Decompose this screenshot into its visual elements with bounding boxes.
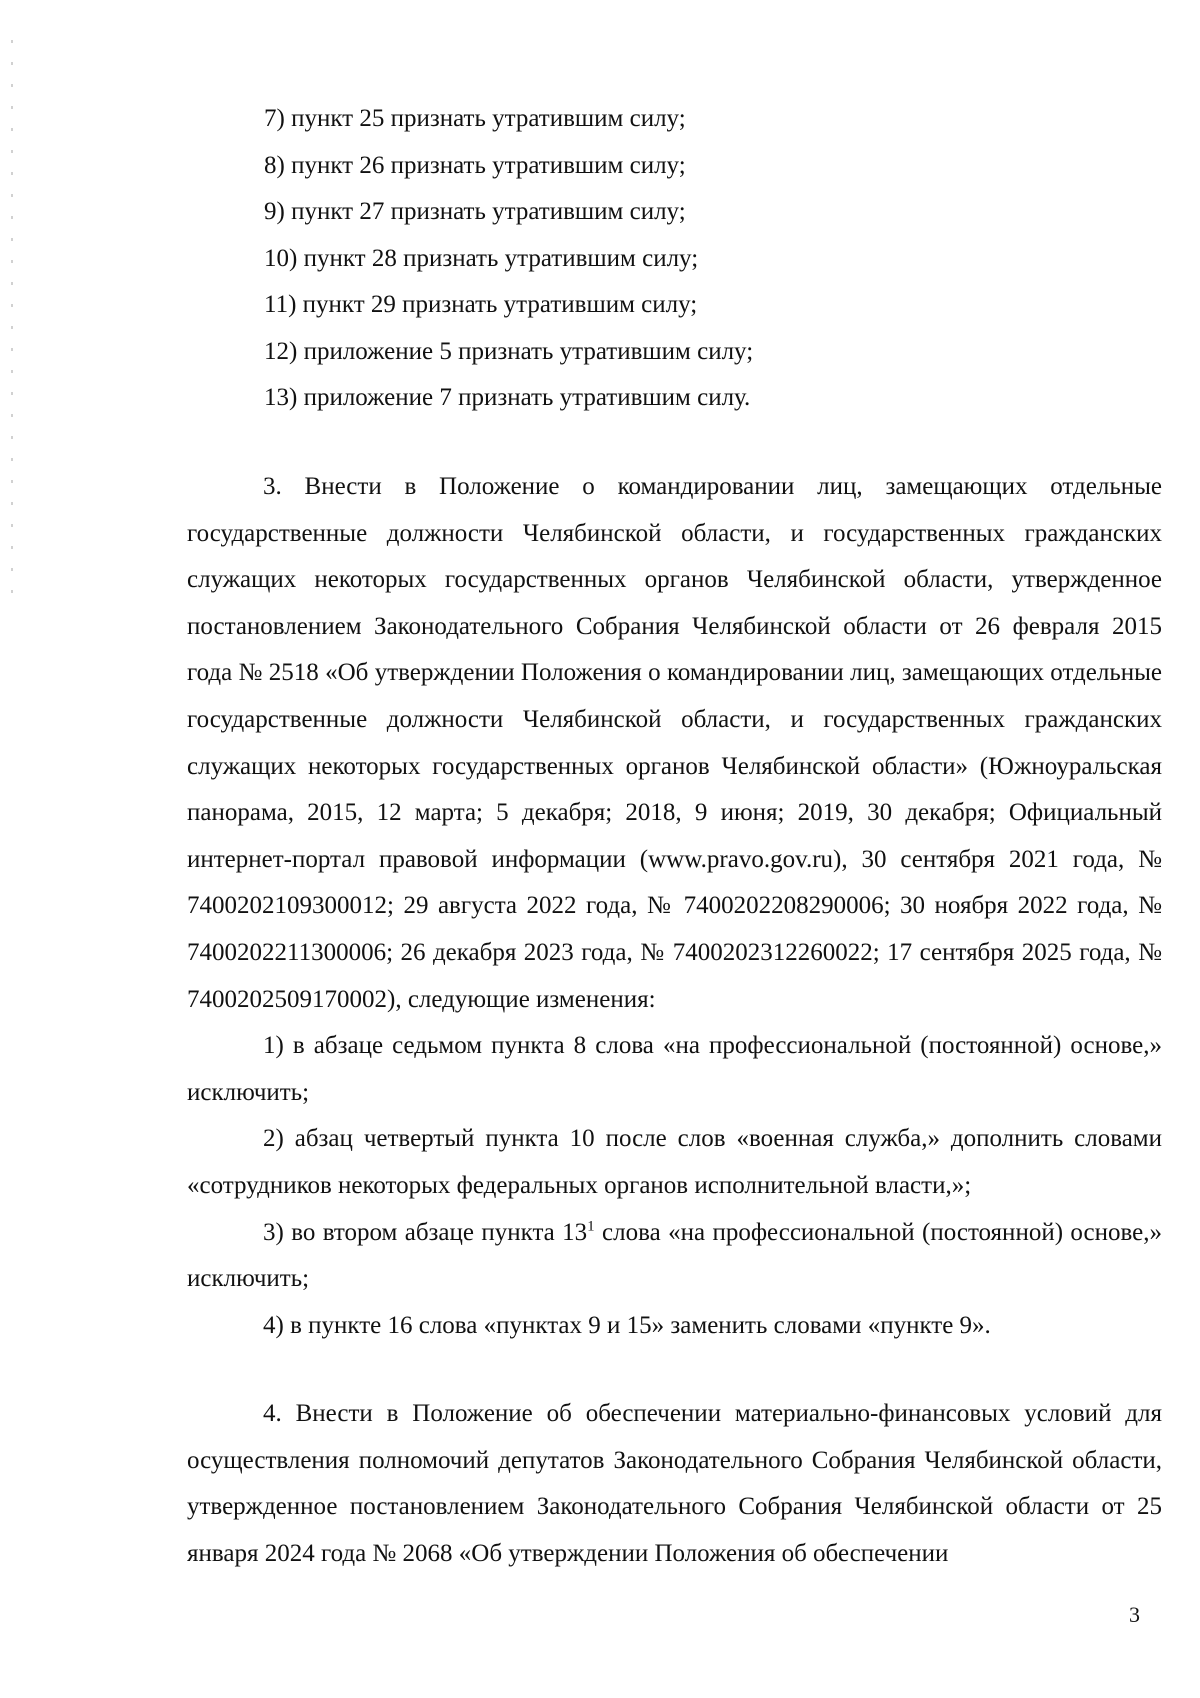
amendment-list (264, 96, 1144, 422)
list-item: 8) пункт 26 признать утратившим силу; (264, 151, 686, 179)
section-3-item-3-superscript: 1 (587, 1218, 595, 1235)
section-3-item-2: 2) абзац четвертый пункта 10 после слов «военная служба,» дополнить словами «сотрудников некоторых федеральных органов исполнительной власти,»; (187, 1125, 1162, 1199)
list-item: 10) пункт 28 признать утратившим силу; (264, 244, 699, 272)
section-3-item-3 (187, 1210, 1162, 1303)
section-4 (187, 1391, 1162, 1577)
list-item: 9) пункт 27 признать утратившим силу; (264, 198, 686, 225)
section-3-item-3-text-start: 3) во втором абзаце пункта 13 (263, 1218, 588, 1246)
list-item: 12) приложение 5 признать утратившим силу; (264, 337, 754, 365)
page-number: 3 (1129, 1602, 1140, 1627)
list-item: 7) пункт 25 признать утратившим силу; (264, 105, 686, 132)
section-3-main-paragraph: 3. Внести в Положение о командировании лиц, замещающих отдельные государственные должности Челябинской области, и государственных гражданских служащих некоторых государственных органов Челябинской области, утвержденное постановлением Законодательного Собрания Челябинской области от 26 февраля 2015 года № 2518 «Об утверждении Положения о командировании лиц, замещающих отдельные государственные должности Челябинской области, и государственных гражданских служащих некоторых государственных органов Челябинской области» (Южноуральская панорама, 2015, 12 марта; 5 декабря; 2018, 9 июня; 2019, 30 декабря; Официальный интернет-портал правовой информации (www.pravo.gov.ru), 30 сентября 2021 года, № 7400202109300012; 29 августа 2022 года, № 7400202208290006; 30 ноября 2022 года, № 7400202211300006; 26 декабря 2023 года, № 7400202312260022; 17 сентября 2025 года, № 7400202509170002), следующие изменения: (187, 473, 1162, 1013)
section-4-main-paragraph: 4. Внести в Положение об обеспечении материально-финансовых условий для осуществления полномочий депутатов Законодательного Собрания Челябинской области, утвержденное постановлением Законодательного Собрания Челябинской области от 25 января 2024 года № 2068 «Об утверждении Положения об обеспечении (187, 1400, 1162, 1567)
section-3-item-3-text-end: слова «на профессиональной (постоянной) основе,» исключить; (187, 1218, 1163, 1293)
scan-edge-artifact (11, 40, 13, 600)
section-3-item-1: 1) в абзаце седьмом пункта 8 слова «на профессиональной (постоянной) основе,» исключить; (187, 1032, 1162, 1106)
list-item: 13) приложение 7 признать утратившим силу. (264, 384, 751, 411)
section-3 (187, 464, 1162, 1349)
list-item: 11) пункт 29 признать утратившим силу; (264, 291, 698, 318)
section-3-item-4: 4) в пункте 16 слова «пунктах 9 и 15» заменить словами «пункте 9». (263, 1311, 991, 1339)
